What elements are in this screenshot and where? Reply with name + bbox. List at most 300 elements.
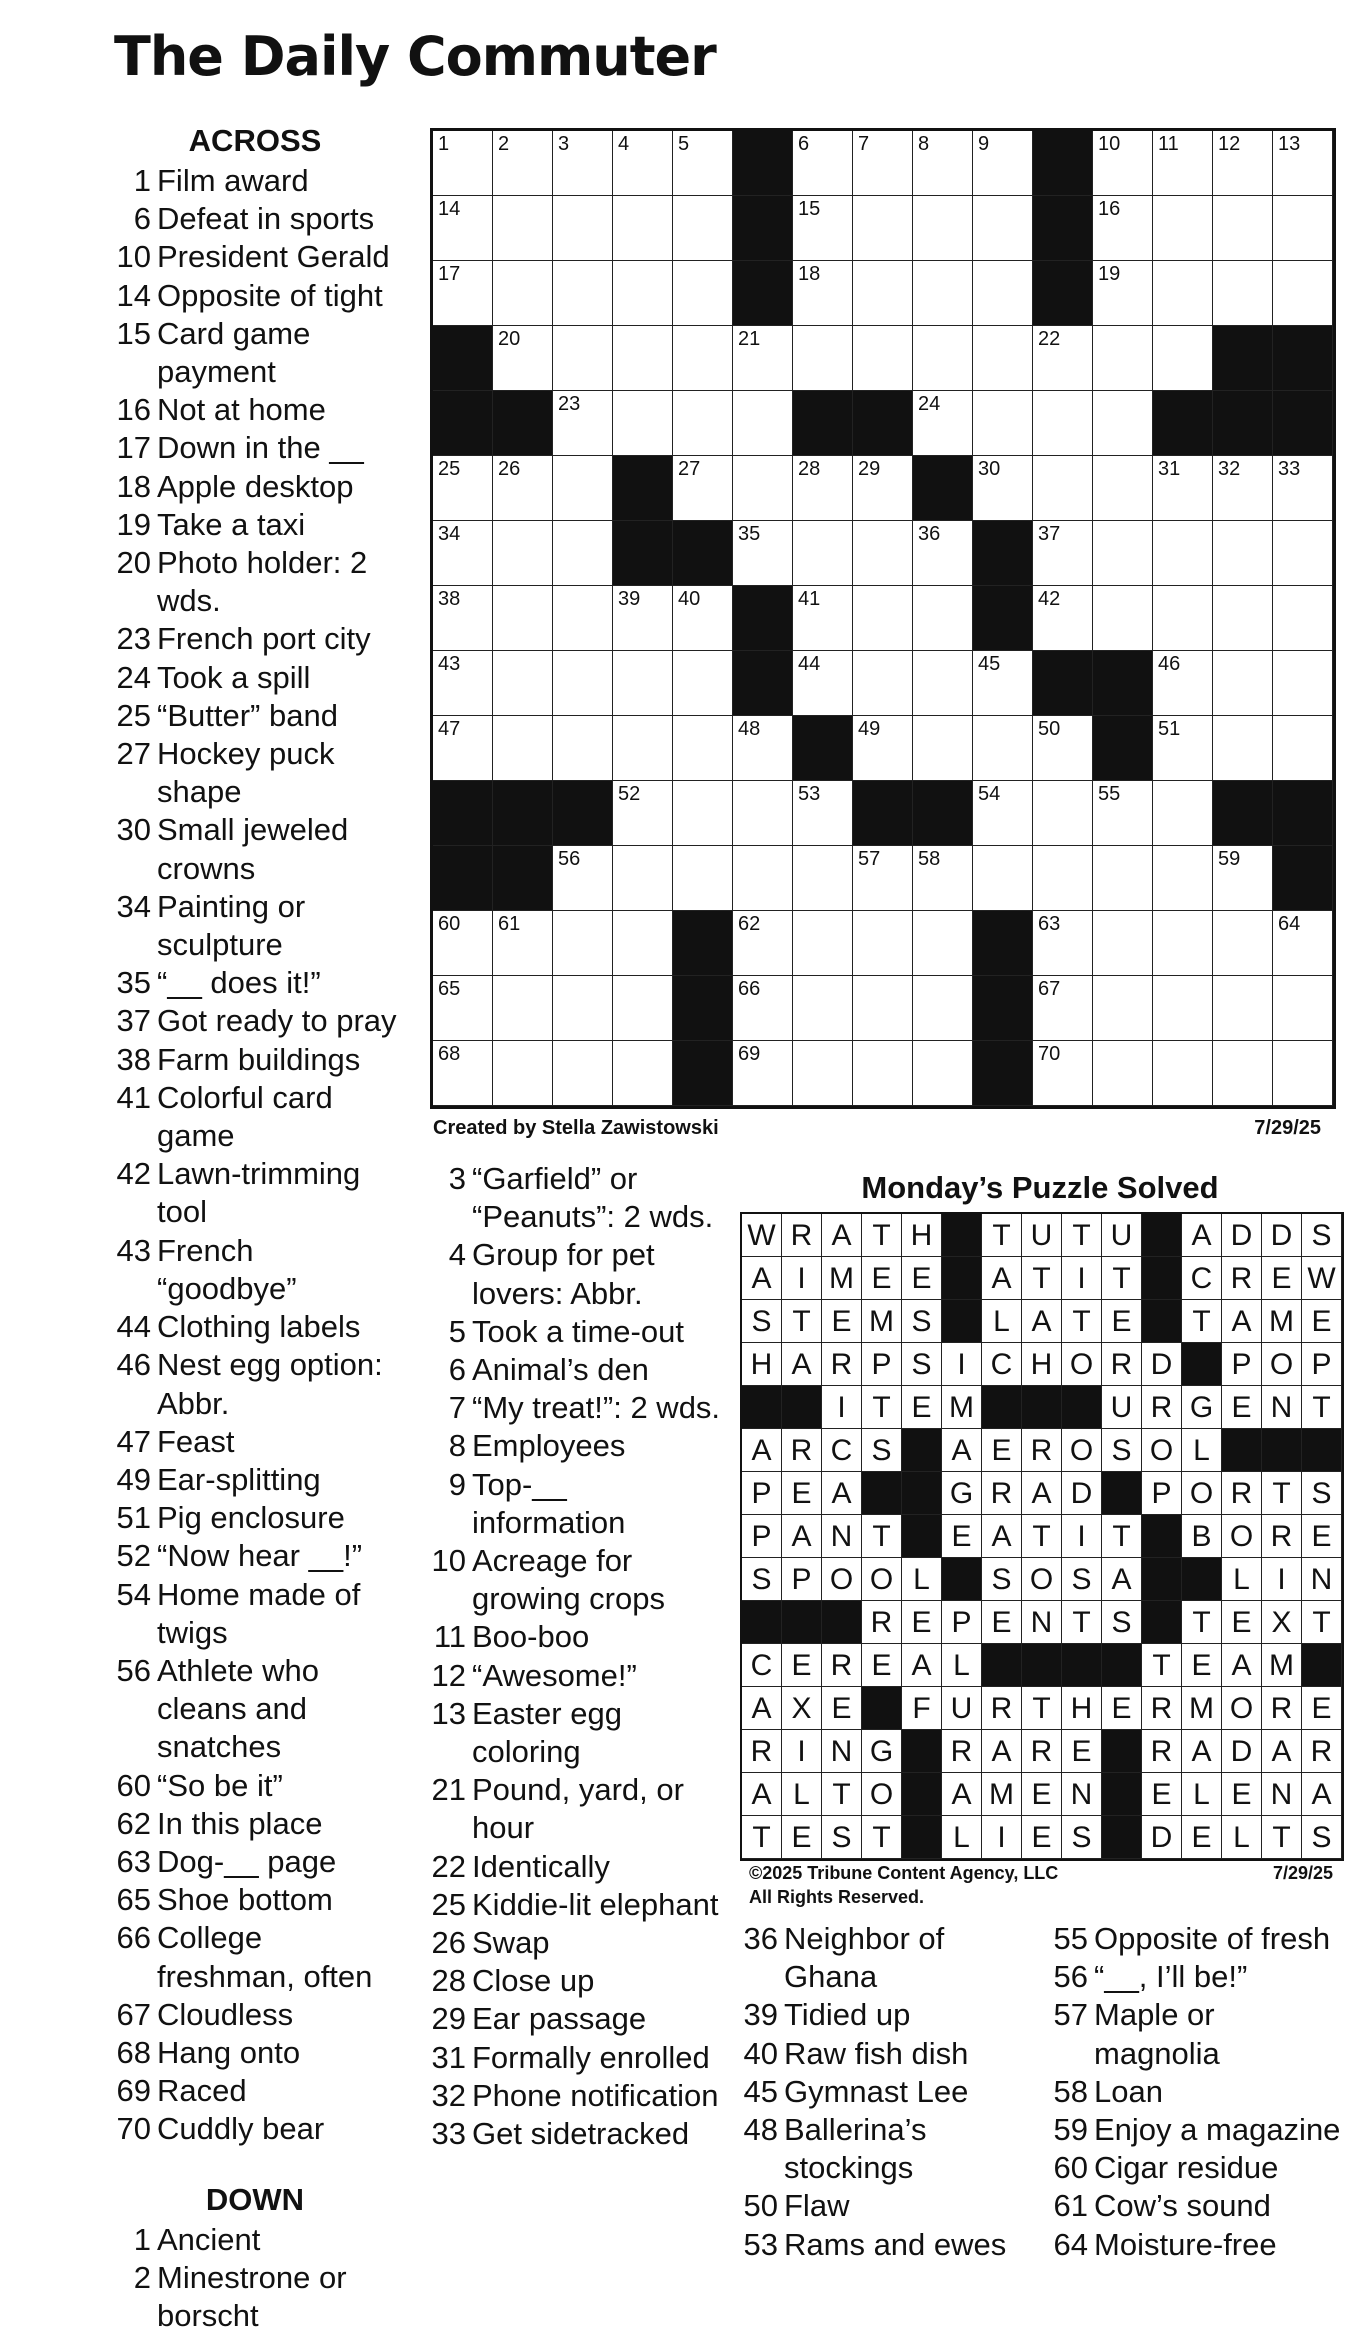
solved-cell: R (782, 1214, 822, 1257)
grid-cell[interactable] (913, 521, 973, 586)
grid-cell[interactable] (1033, 716, 1093, 781)
grid-cell[interactable] (673, 456, 733, 521)
solved-block (1102, 1472, 1142, 1515)
grid-cell[interactable] (733, 391, 793, 456)
grid-cell[interactable] (853, 911, 913, 976)
grid-cell[interactable] (613, 781, 673, 846)
down-clue-column-2 (425, 1160, 725, 2153)
grid-cell[interactable] (1093, 391, 1153, 456)
clue (425, 1542, 725, 1618)
grid-cell[interactable] (853, 1041, 913, 1106)
clue (1047, 2111, 1347, 2149)
grid-cell[interactable] (673, 196, 733, 261)
solved-puzzle-title: Monday’s Puzzle Solved (861, 1170, 1219, 1205)
grid-cell[interactable] (1093, 326, 1153, 391)
grid-cell[interactable] (733, 521, 793, 586)
grid-cell[interactable] (433, 586, 493, 651)
grid-cell[interactable] (793, 586, 853, 651)
clue-number: 60 (116, 1767, 151, 1803)
grid-cell[interactable] (793, 651, 853, 716)
grid-cell[interactable] (493, 651, 553, 716)
solved-cell: T (822, 1773, 862, 1816)
solved-block (1142, 1515, 1182, 1558)
grid-cell[interactable] (493, 911, 553, 976)
clue (1047, 2187, 1347, 2225)
grid-cell[interactable] (1153, 1041, 1213, 1106)
grid-cell[interactable] (493, 456, 553, 521)
cell-number: 45 (978, 653, 1001, 675)
clue-text: Gymnast Lee (784, 2073, 969, 2109)
solved-cell: D (1222, 1730, 1262, 1773)
grid-cell[interactable] (1153, 326, 1213, 391)
solved-cell: O (1062, 1343, 1102, 1386)
grid-cell[interactable] (433, 131, 493, 196)
solved-cell: P (942, 1601, 982, 1644)
solved-cell: T (1142, 1644, 1182, 1687)
grid-block (1273, 781, 1333, 846)
grid-cell[interactable] (553, 651, 613, 716)
solved-cell: T (1022, 1257, 1062, 1300)
grid-cell[interactable] (1213, 1041, 1273, 1106)
grid-cell[interactable] (973, 326, 1033, 391)
grid-cell[interactable] (1033, 326, 1093, 391)
solved-cell: R (942, 1730, 982, 1773)
grid-cell[interactable] (913, 716, 973, 781)
clue-number: 61 (1053, 2188, 1088, 2224)
grid-cell[interactable] (853, 846, 913, 911)
grid-cell[interactable] (1153, 131, 1213, 196)
grid-cell[interactable] (853, 456, 913, 521)
grid-cell[interactable] (1153, 781, 1213, 846)
grid-cell[interactable] (1093, 1041, 1153, 1106)
grid-cell[interactable] (553, 846, 613, 911)
grid-cell[interactable] (1273, 131, 1333, 196)
across-heading: ACROSS (188, 123, 322, 158)
solved-cell: A (782, 1515, 822, 1558)
grid-cell[interactable] (1153, 846, 1213, 911)
solved-block (1102, 1773, 1142, 1816)
clue-text: Acreage for growing crops (472, 1543, 665, 1617)
grid-block (793, 716, 853, 781)
clue (110, 1461, 400, 1499)
clue-text: Photo holder: 2 wds. (157, 545, 368, 619)
grid-cell[interactable] (1153, 911, 1213, 976)
grid-cell[interactable] (913, 326, 973, 391)
clue (110, 1232, 400, 1308)
grid-cell[interactable] (613, 716, 673, 781)
grid-cell[interactable] (673, 846, 733, 911)
grid-cell[interactable] (1093, 131, 1153, 196)
solved-cell: L (942, 1644, 982, 1687)
grid-cell[interactable] (1033, 976, 1093, 1041)
grid-cell[interactable] (1273, 911, 1333, 976)
solved-cell: I (1062, 1257, 1102, 1300)
grid-cell[interactable] (493, 976, 553, 1041)
grid-cell[interactable] (613, 261, 673, 326)
grid-cell[interactable] (493, 131, 553, 196)
grid-cell[interactable] (613, 846, 673, 911)
cell-number: 67 (1038, 978, 1061, 1000)
clue-number: 63 (116, 1843, 151, 1879)
grid-cell[interactable] (493, 586, 553, 651)
grid-cell[interactable] (793, 1041, 853, 1106)
clue-text: Not at home (157, 392, 326, 428)
grid-cell[interactable] (793, 326, 853, 391)
solved-cell: P (1142, 1472, 1182, 1515)
grid-cell[interactable] (613, 651, 673, 716)
grid-block (973, 911, 1033, 976)
solved-cell: E (1102, 1687, 1142, 1730)
solved-block (1222, 1429, 1262, 1472)
grid-cell[interactable] (553, 196, 613, 261)
grid-cell[interactable] (973, 846, 1033, 911)
grid-cell[interactable] (1213, 586, 1273, 651)
grid-cell[interactable] (553, 391, 613, 456)
clue (425, 1351, 725, 1389)
solved-cell: H (1022, 1343, 1062, 1386)
grid-cell[interactable] (553, 521, 613, 586)
solved-cell: N (1022, 1601, 1062, 1644)
grid-cell[interactable] (793, 196, 853, 261)
grid-cell[interactable] (1093, 261, 1153, 326)
grid-cell[interactable] (553, 586, 613, 651)
grid-cell[interactable] (1213, 521, 1273, 586)
grid-cell[interactable] (613, 586, 673, 651)
grid-cell[interactable] (913, 131, 973, 196)
grid-cell[interactable] (913, 1041, 973, 1106)
grid-cell[interactable] (853, 521, 913, 586)
grid-cell[interactable] (673, 651, 733, 716)
grid-cell[interactable] (673, 326, 733, 391)
grid-cell[interactable] (553, 456, 613, 521)
grid-cell[interactable] (973, 716, 1033, 781)
grid-cell[interactable] (733, 976, 793, 1041)
grid-cell[interactable] (913, 261, 973, 326)
clue-number: 5 (448, 1313, 466, 1349)
grid-cell[interactable] (853, 651, 913, 716)
grid-cell[interactable] (1093, 781, 1153, 846)
grid-block (973, 976, 1033, 1041)
grid-cell[interactable] (433, 521, 493, 586)
solved-cell: P (862, 1343, 902, 1386)
grid-block (973, 521, 1033, 586)
grid-cell[interactable] (493, 716, 553, 781)
grid-cell[interactable] (1033, 781, 1093, 846)
grid-cell[interactable] (1273, 716, 1333, 781)
grid-cell[interactable] (1093, 846, 1153, 911)
grid-cell[interactable] (1033, 456, 1093, 521)
grid-cell[interactable] (1033, 391, 1093, 456)
grid-cell[interactable] (1153, 651, 1213, 716)
grid-cell[interactable] (973, 651, 1033, 716)
grid-cell[interactable] (673, 716, 733, 781)
grid-cell[interactable] (553, 716, 613, 781)
grid-cell[interactable] (1153, 521, 1213, 586)
solved-block (742, 1601, 782, 1644)
grid-cell[interactable] (613, 131, 673, 196)
solved-cell: T (1022, 1687, 1062, 1730)
grid-cell[interactable] (853, 586, 913, 651)
grid-cell[interactable] (1213, 716, 1273, 781)
grid-cell[interactable] (493, 261, 553, 326)
solved-cell: A (742, 1429, 782, 1472)
grid-cell[interactable] (1153, 261, 1213, 326)
cell-number: 41 (798, 588, 821, 610)
grid-cell[interactable] (733, 1041, 793, 1106)
grid-cell[interactable] (1093, 586, 1153, 651)
grid-cell[interactable] (733, 781, 793, 846)
grid-cell[interactable] (1213, 456, 1273, 521)
grid-cell[interactable] (1093, 911, 1153, 976)
grid-cell[interactable] (853, 976, 913, 1041)
grid-cell[interactable] (1213, 911, 1273, 976)
solved-cell: T (1022, 1515, 1062, 1558)
cell-number: 60 (438, 913, 461, 935)
grid-cell[interactable] (433, 456, 493, 521)
solved-block (982, 1644, 1022, 1687)
solved-cell: S (1102, 1601, 1142, 1644)
grid-block (733, 261, 793, 326)
solved-cell: U (942, 1687, 982, 1730)
grid-cell[interactable] (613, 1041, 673, 1106)
clue-number: 25 (431, 1886, 466, 1922)
grid-cell[interactable] (553, 1041, 613, 1106)
solved-cell: I (1262, 1558, 1302, 1601)
grid-cell[interactable] (1273, 586, 1333, 651)
solved-block (902, 1773, 942, 1816)
grid-cell[interactable] (1033, 911, 1093, 976)
grid-cell[interactable] (613, 326, 673, 391)
grid-cell[interactable] (1033, 521, 1093, 586)
cell-number: 34 (438, 523, 461, 545)
grid-cell[interactable] (973, 131, 1033, 196)
clue (110, 735, 400, 811)
grid-cell[interactable] (733, 326, 793, 391)
grid-cell[interactable] (613, 391, 673, 456)
clue-number: 6 (133, 201, 151, 237)
grid-cell[interactable] (733, 846, 793, 911)
grid-cell[interactable] (733, 716, 793, 781)
grid-cell[interactable] (853, 261, 913, 326)
clue-text: Card game payment (157, 315, 311, 390)
grid-cell[interactable] (1153, 456, 1213, 521)
grid-cell[interactable] (433, 651, 493, 716)
cell-number: 56 (558, 848, 581, 870)
cell-number: 47 (438, 718, 461, 740)
grid-cell[interactable] (1273, 976, 1333, 1041)
clue-number: 3 (448, 1161, 466, 1196)
solved-cell: T (1102, 1257, 1142, 1300)
solved-cell: S (742, 1558, 782, 1601)
clue (110, 506, 400, 544)
grid-cell[interactable] (853, 196, 913, 261)
grid-cell[interactable] (673, 131, 733, 196)
grid-cell[interactable] (793, 911, 853, 976)
grid-cell[interactable] (1273, 456, 1333, 521)
grid-cell[interactable] (793, 781, 853, 846)
cell-number: 65 (438, 978, 461, 1000)
grid-cell[interactable] (1153, 196, 1213, 261)
grid-cell[interactable] (613, 911, 673, 976)
clue-text: Painting or sculpture (157, 888, 306, 963)
grid-cell[interactable] (553, 911, 613, 976)
clue (737, 1996, 1042, 2034)
grid-cell[interactable] (1153, 976, 1213, 1041)
solved-block (1062, 1644, 1102, 1687)
grid-cell[interactable] (673, 781, 733, 846)
clue-text: In this place (157, 1805, 323, 1841)
grid-cell[interactable] (493, 1041, 553, 1106)
solved-cell: H (902, 1214, 942, 1257)
solved-cell: L (1222, 1558, 1262, 1601)
clue-text: Ancient (157, 2221, 261, 2257)
grid-cell[interactable] (793, 976, 853, 1041)
grid-cell[interactable] (913, 391, 973, 456)
grid-cell[interactable] (1093, 456, 1153, 521)
grid-cell[interactable] (673, 586, 733, 651)
solved-cell: R (862, 1601, 902, 1644)
grid-cell[interactable] (1273, 651, 1333, 716)
clue-text: Got ready to pray (157, 1003, 397, 1039)
solved-block (1022, 1386, 1062, 1429)
solved-cell: T (1182, 1601, 1222, 1644)
grid-cell[interactable] (1213, 651, 1273, 716)
cell-number: 25 (438, 458, 461, 480)
solved-cell: E (902, 1386, 942, 1429)
clue-number: 54 (116, 1576, 151, 1612)
solved-block (982, 1386, 1022, 1429)
grid-cell[interactable] (1213, 196, 1273, 261)
solved-cell: A (1302, 1773, 1342, 1816)
clue (737, 1920, 1042, 1996)
grid-cell[interactable] (913, 196, 973, 261)
cell-number: 52 (618, 783, 641, 805)
solved-cell: R (1302, 1730, 1342, 1773)
solved-cell: L (1182, 1773, 1222, 1816)
solved-block (942, 1257, 982, 1300)
solved-block (1142, 1300, 1182, 1343)
grid-cell[interactable] (1273, 1041, 1333, 1106)
solved-cell: L (782, 1773, 822, 1816)
cell-number: 63 (1038, 913, 1061, 935)
grid-cell[interactable] (433, 911, 493, 976)
grid-cell[interactable] (553, 131, 613, 196)
grid-cell[interactable] (973, 196, 1033, 261)
grid-cell[interactable] (853, 716, 913, 781)
grid-cell[interactable] (553, 261, 613, 326)
grid-cell[interactable] (913, 651, 973, 716)
cell-number: 64 (1278, 913, 1301, 935)
grid-cell[interactable] (1153, 716, 1213, 781)
solved-block (1102, 1730, 1142, 1773)
grid-cell[interactable] (1093, 976, 1153, 1041)
grid-cell[interactable] (1033, 1041, 1093, 1106)
solved-cell: O (1142, 1429, 1182, 1472)
cell-number: 19 (1098, 263, 1121, 285)
grid-cell[interactable] (1033, 846, 1093, 911)
grid-cell[interactable] (853, 131, 913, 196)
clue-text: Employees (472, 1428, 626, 1464)
grid-cell[interactable] (433, 196, 493, 261)
solved-cell: C (982, 1343, 1022, 1386)
grid-cell[interactable] (853, 326, 913, 391)
cell-number: 31 (1158, 458, 1181, 480)
grid-cell[interactable] (493, 196, 553, 261)
clue (110, 1079, 400, 1155)
solved-cell: D (1062, 1472, 1102, 1515)
solved-cell: E (982, 1429, 1022, 1472)
grid-cell[interactable] (793, 846, 853, 911)
grid-block (1273, 391, 1333, 456)
cell-number: 42 (1038, 588, 1061, 610)
grid-cell[interactable] (1033, 586, 1093, 651)
grid-cell[interactable] (913, 846, 973, 911)
grid-cell[interactable] (433, 1041, 493, 1106)
grid-cell[interactable] (1213, 846, 1273, 911)
grid-cell[interactable] (433, 261, 493, 326)
grid-cell[interactable] (673, 391, 733, 456)
grid-cell[interactable] (913, 976, 973, 1041)
grid-cell[interactable] (613, 196, 673, 261)
grid-cell[interactable] (973, 391, 1033, 456)
clue-number: 18 (116, 468, 151, 504)
solved-cell: P (782, 1558, 822, 1601)
grid-cell[interactable] (1273, 261, 1333, 326)
grid-cell[interactable] (793, 261, 853, 326)
grid-cell[interactable] (613, 976, 673, 1041)
grid-cell[interactable] (973, 261, 1033, 326)
grid-cell[interactable] (493, 521, 553, 586)
grid-cell[interactable] (553, 326, 613, 391)
clue-text: Raw fish dish (784, 2035, 969, 2071)
grid-cell[interactable] (553, 976, 613, 1041)
grid-cell[interactable] (1213, 261, 1273, 326)
grid-cell[interactable] (973, 456, 1033, 521)
clue-text: Phone notification (472, 2077, 719, 2113)
grid-cell[interactable] (1213, 131, 1273, 196)
solved-cell: S (1062, 1816, 1102, 1859)
grid-cell[interactable] (793, 131, 853, 196)
grid-cell[interactable] (1273, 521, 1333, 586)
grid-cell[interactable] (973, 781, 1033, 846)
grid-cell[interactable] (1093, 521, 1153, 586)
grid-cell[interactable] (1093, 196, 1153, 261)
clue-number: 17 (116, 430, 151, 466)
grid-cell[interactable] (913, 911, 973, 976)
solved-cell: U (1102, 1214, 1142, 1257)
solved-block (1302, 1429, 1342, 1472)
solved-cell: N (1302, 1558, 1342, 1601)
solved-cell: E (1302, 1300, 1342, 1343)
grid-cell[interactable] (673, 261, 733, 326)
grid-cell[interactable] (433, 976, 493, 1041)
clue-number: 45 (743, 2073, 778, 2109)
grid-cell[interactable] (793, 456, 853, 521)
grid-cell[interactable] (493, 326, 553, 391)
clue (110, 620, 400, 658)
clue-number: 13 (431, 1695, 466, 1731)
grid-cell[interactable] (733, 911, 793, 976)
grid-cell[interactable] (1273, 196, 1333, 261)
solved-cell: I (782, 1730, 822, 1773)
grid-cell[interactable] (913, 586, 973, 651)
grid-cell[interactable] (1153, 586, 1213, 651)
grid-cell[interactable] (793, 521, 853, 586)
grid-cell[interactable] (1213, 976, 1273, 1041)
grid-cell[interactable] (733, 456, 793, 521)
clue-text: Nest egg option: Abbr. (157, 1347, 383, 1421)
grid-cell[interactable] (433, 716, 493, 781)
